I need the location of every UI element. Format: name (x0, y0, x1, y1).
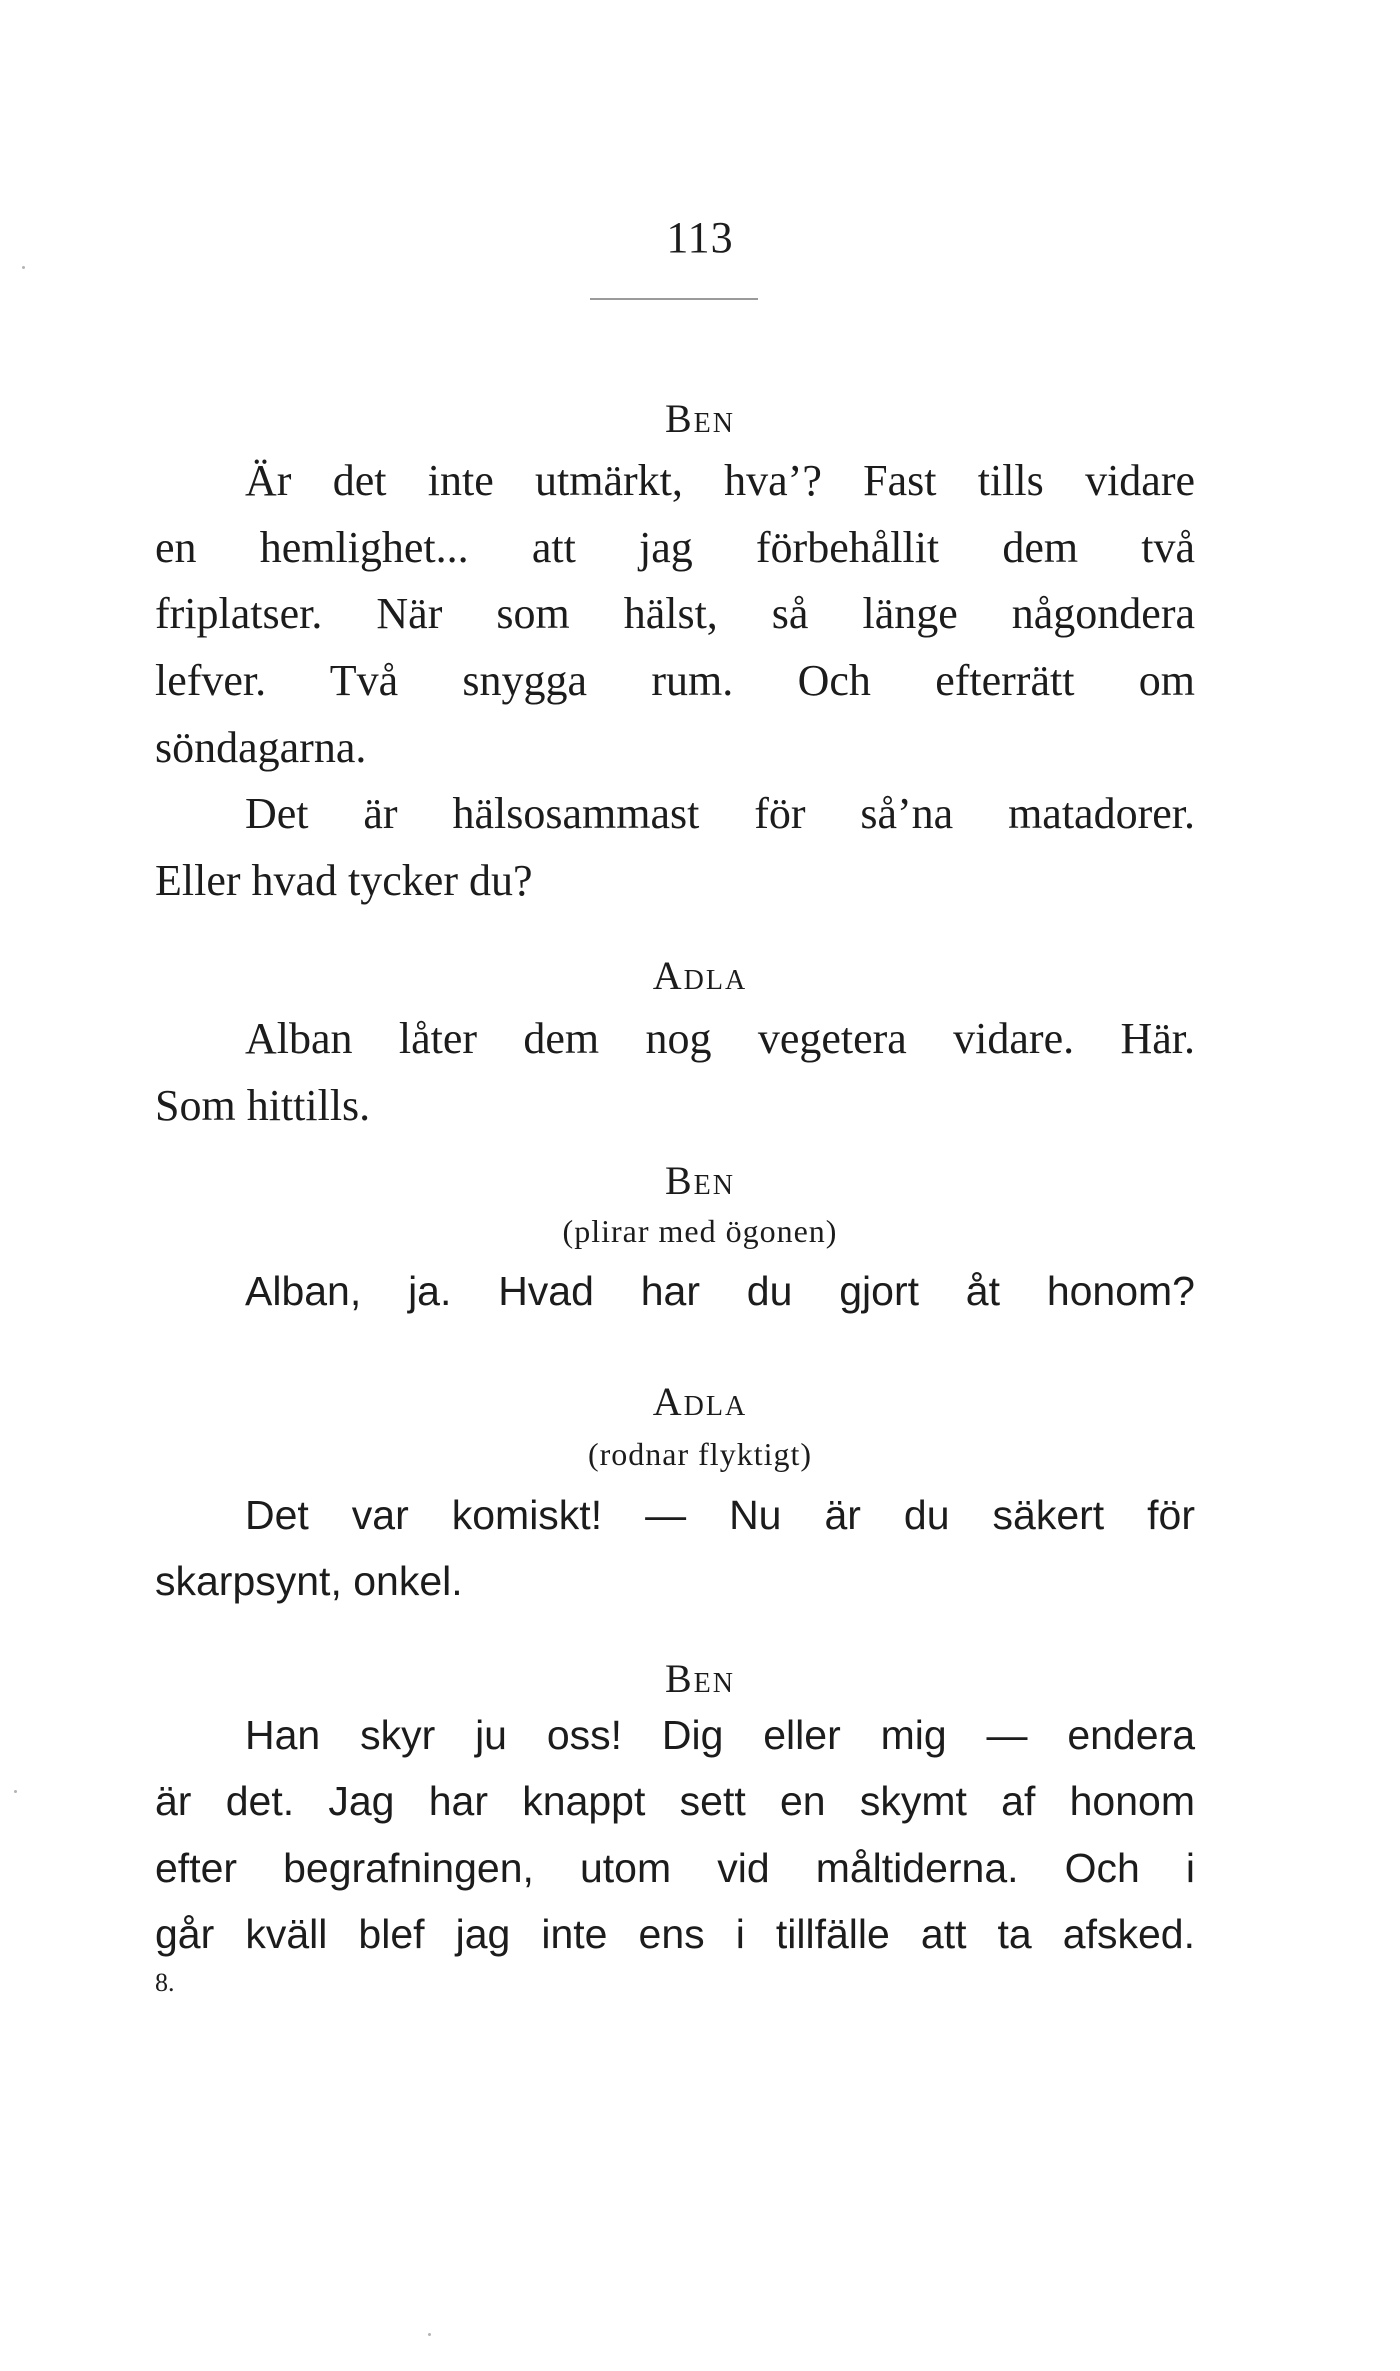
speaker-name: Ben (664, 396, 735, 441)
dialogue-line: lefver. Två snygga rum. Och efterrätt om (155, 656, 1195, 705)
dialogue-line: Som hittills. (155, 1081, 371, 1130)
page-number: 113 (666, 213, 734, 262)
speaker-name: Adla (652, 953, 748, 998)
dialogue-line: går kväll blef jag inte ens i tillfälle att ta afsked. (155, 1911, 1195, 1957)
header-rule (590, 298, 758, 300)
stage-direction: (rodnar flyktigt) (587, 1436, 813, 1472)
dialogue-line: Han skyr ju oss! Dig eller mig — endera (245, 1712, 1195, 1758)
print-speck (14, 1790, 17, 1793)
speaker-name: Ben (664, 1656, 735, 1701)
dialogue-line: är det. Jag har knappt sett en skymt af honom (155, 1778, 1195, 1824)
dialogue-line: Det var komiskt! — Nu är du säkert för (245, 1492, 1195, 1538)
dialogue-line: en hemlighet... att jag förbehållit dem två (155, 523, 1195, 572)
dialogue-line: Det är hälsosammast för så’na matadorer. (245, 789, 1195, 838)
dialogue-line: Eller hvad tycker du? (155, 856, 533, 905)
dialogue-line: Är det inte utmärkt, hva’? Fast tills vidare (245, 456, 1195, 505)
stage-direction: (plirar med ögonen) (562, 1213, 838, 1249)
signature-mark: 8. (155, 1968, 175, 1997)
dialogue-line: friplatser. När som hälst, så länge någondera (155, 589, 1195, 638)
dialogue-line: skarpsynt, onkel. (155, 1558, 463, 1604)
dialogue-line: Alban låter dem nog vegetera vidare. Här. (245, 1014, 1195, 1063)
dialogue-line: söndagarna. (155, 723, 367, 772)
print-speck (22, 266, 25, 269)
print-speck (428, 2333, 431, 2336)
speaker-name: Adla (652, 1379, 748, 1424)
dialogue-line: Alban, ja. Hvad har du gjort åt honom? (245, 1268, 1195, 1314)
speaker-name: Ben (664, 1158, 735, 1203)
dialogue-line: efter begrafningen, utom vid måltiderna. Och i (155, 1845, 1195, 1891)
